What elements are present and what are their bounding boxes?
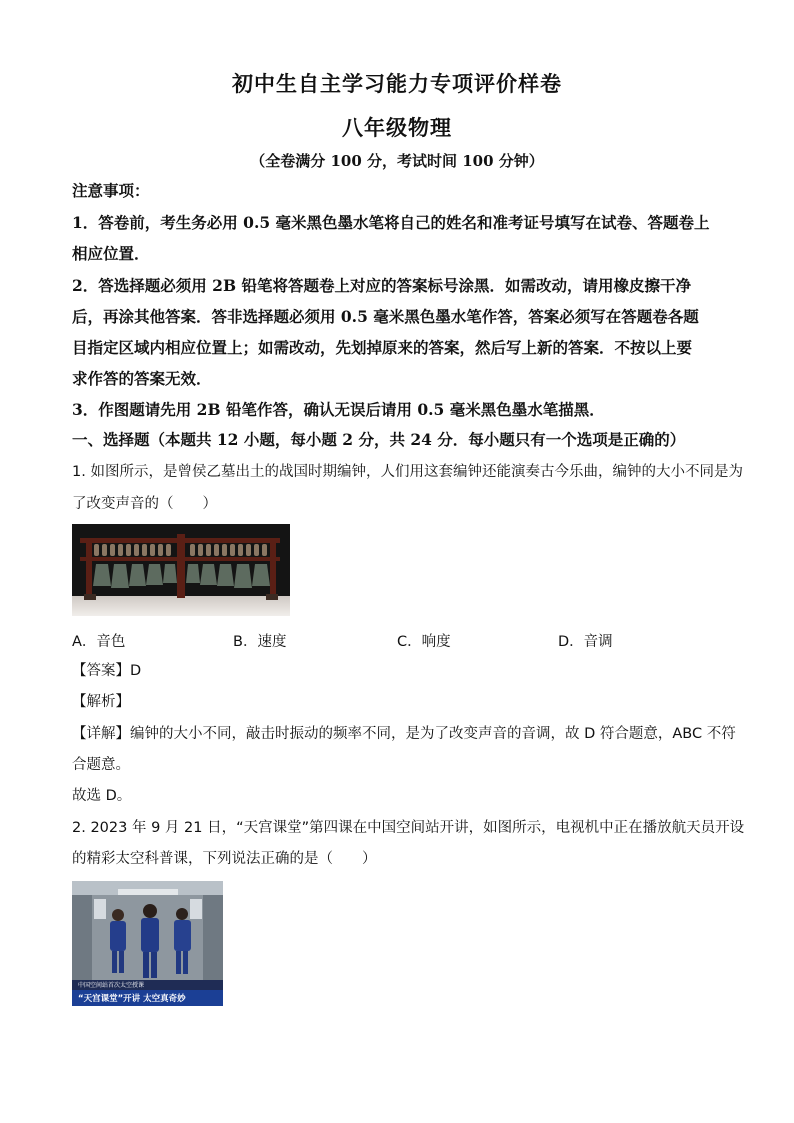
detail-text: 【详解】编钟的大小不同，敲击时振动的频率不同，是为了改变声音的音调，故 D 符合题意，ABC 不符 <box>72 726 736 742</box>
tiangong-classroom-image <box>72 881 223 1006</box>
exam-subtitle: 八年级物理 <box>342 115 452 140</box>
note-line: 后，再涂其他答案．答非选择题必须用 0.5 毫米黑色墨水笔作答，答案必须写在答题卷各题 <box>72 307 699 326</box>
chime-bells-image <box>72 524 290 616</box>
score-time-note: （全卷满分 100 分，考试时间 100 分钟） <box>250 152 544 170</box>
answer-label: 【答案】D <box>72 663 142 679</box>
note-line: 目指定区域内相应位置上；如需改动，先划掉原来的答案，然后写上新的答案．不按以上要 <box>72 338 693 357</box>
conclusion-text: 故选 D。 <box>72 788 132 804</box>
image-caption: “天宫课堂”开讲 太空真奇妙 <box>78 994 186 1004</box>
note-line: 2．答选择题必须用 2B 铅笔将答题卷上对应的答案标号涂黑．如需改动，请用橡皮擦干净 <box>72 276 691 295</box>
image-caption-small: 中国空间站首次太空授课 <box>78 982 145 989</box>
option-a[interactable]: A．音色 <box>72 634 126 650</box>
detail-text-cont: 合题意。 <box>72 757 130 773</box>
question-2-text-cont: 的精彩太空科普课，下列说法正确的是（ ） <box>72 851 377 867</box>
question-1-text-cont: 了改变声音的（ ） <box>72 496 217 512</box>
question-1-text: 1. 如图所示，是曾侯乙墓出土的战国时期编钟，人们用这套编钟还能演奏古今乐曲，编钟的大小不同是为 <box>72 464 743 480</box>
note-line: 3．作图题请先用 2B 铅笔作答，确认无误后请用 0.5 毫米黑色墨水笔描黑． <box>72 400 605 419</box>
note-line: 求作答的答案无效． <box>72 369 212 388</box>
note-line: 1．答卷前，考生务必用 0.5 毫米黑色墨水笔将自己的姓名和准考证号填写在试卷、答题卷上 <box>72 213 710 232</box>
option-b[interactable]: B．速度 <box>233 634 287 650</box>
option-c[interactable]: C．响度 <box>397 634 451 650</box>
section-heading: 一、选择题（本题共 12 小题，每小题 2 分，共 24 分．每小题只有一个选项是正确的） <box>72 430 686 449</box>
notes-heading: 注意事项： <box>72 181 150 200</box>
exam-title: 初中生自主学习能力专项评价样卷 <box>232 71 562 96</box>
note-line: 相应位置． <box>72 244 150 263</box>
analysis-label: 【解析】 <box>72 694 130 710</box>
question-1-options <box>72 630 732 650</box>
question-2-text: 2. 2023 年 9 月 21 日，“天宫课堂”第四课在中国空间站开讲，如图所示，电视机中正在播放航天员开设 <box>72 820 745 836</box>
option-d[interactable]: D．音调 <box>558 634 613 650</box>
